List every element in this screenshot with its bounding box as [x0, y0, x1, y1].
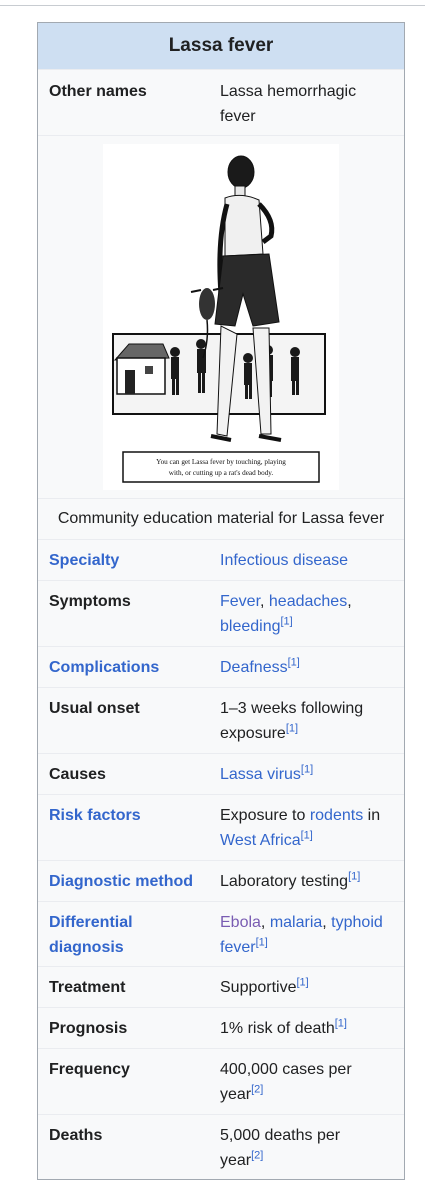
- ref-link[interactable]: [2]: [251, 1149, 264, 1162]
- infobox: [37, 22, 405, 1180]
- causes-label: Causes: [49, 766, 106, 783]
- separator: ,: [322, 914, 332, 931]
- deaths-value: 5,000 deaths per year: [220, 1127, 341, 1169]
- image-caption: Community education material for Lassa fever: [38, 499, 404, 540]
- treatment-value: Supportive: [220, 979, 297, 996]
- risk-factors-label[interactable]: Risk factors: [49, 807, 141, 824]
- diagnostic-value: Laboratory testing: [220, 873, 349, 890]
- ebola-link[interactable]: Ebola: [220, 914, 261, 931]
- row-prognosis: [38, 1008, 404, 1049]
- illustration-caption-line-2: with, or cutting up a rat's dead body.: [168, 469, 274, 477]
- differential-label-line-2: diagnosis: [49, 939, 124, 956]
- illustration-svg: [103, 144, 339, 490]
- row-specialty: [38, 540, 404, 581]
- differential-label[interactable]: [38, 910, 220, 966]
- lassa-virus-link[interactable]: Lassa virus: [220, 766, 301, 783]
- prognosis-label: Prognosis: [49, 1020, 128, 1037]
- malaria-link[interactable]: malaria: [269, 914, 323, 931]
- separator: ,: [260, 914, 270, 931]
- specialty-label[interactable]: Specialty: [49, 552, 120, 569]
- ref-link[interactable]: [1]: [287, 656, 300, 669]
- deafness-link[interactable]: Deafness: [220, 659, 288, 676]
- fever-link[interactable]: Fever: [220, 593, 261, 610]
- row-treatment: [38, 967, 404, 1008]
- infobox-title: Lassa fever: [38, 23, 404, 70]
- row-causes: [38, 754, 404, 795]
- ref-link[interactable]: [1]: [348, 870, 361, 883]
- treatment-label: Treatment: [49, 979, 126, 996]
- typhoid-fever-link[interactable]: typhoid fever: [220, 914, 383, 956]
- row-deaths: [38, 1115, 404, 1179]
- frequency-value: 400,000 cases per year: [220, 1061, 352, 1103]
- row-frequency: [38, 1049, 404, 1115]
- lassa-illustration[interactable]: [103, 144, 339, 490]
- ref-link[interactable]: [1]: [334, 1017, 347, 1030]
- deaths-label: Deaths: [49, 1127, 103, 1144]
- ref-link[interactable]: [1]: [300, 763, 314, 776]
- row-onset: [38, 688, 404, 754]
- separator: ,: [260, 593, 269, 610]
- frequency-label: Frequency: [49, 1061, 130, 1078]
- top-divider: [0, 5, 425, 12]
- ref-link[interactable]: [1]: [285, 722, 299, 735]
- bleeding-link[interactable]: bleeding: [220, 618, 281, 635]
- illustration-caption-line-1: You can get Lassa fever by touching, playing: [156, 458, 286, 466]
- risk-text: Exposure to: [220, 807, 310, 824]
- rodents-link[interactable]: rodents: [309, 807, 364, 824]
- row-diagnostic: [38, 861, 404, 902]
- separator: ,: [347, 593, 352, 610]
- image-row: [38, 136, 404, 499]
- risk-text: in: [363, 807, 381, 824]
- ref-link[interactable]: [1]: [255, 936, 268, 949]
- row-risk-factors: [38, 795, 404, 861]
- prognosis-value: 1% risk of death: [220, 1020, 335, 1037]
- symptoms-label: Symptoms: [49, 593, 131, 610]
- other-names-value: Lassa hemorrhagic fever: [220, 83, 357, 125]
- diagnostic-label[interactable]: Diagnostic method: [49, 873, 194, 890]
- other-names-label: Other names: [49, 83, 147, 100]
- ref-link[interactable]: [2]: [251, 1083, 264, 1096]
- row-symptoms: [38, 581, 404, 647]
- row-other-names: [38, 70, 404, 136]
- differential-label-line-1: Differential: [49, 914, 133, 931]
- onset-value: 1–3 weeks following exposure: [220, 700, 364, 742]
- headaches-link[interactable]: headaches: [268, 593, 348, 610]
- ref-link[interactable]: [1]: [300, 829, 313, 842]
- onset-label: Usual onset: [49, 700, 140, 717]
- row-differential: [38, 902, 404, 967]
- row-complications: [38, 647, 404, 688]
- specialty-link[interactable]: Infectious disease: [220, 552, 349, 569]
- ref-link[interactable]: [1]: [280, 615, 293, 628]
- west-africa-link[interactable]: West Africa: [220, 832, 301, 849]
- complications-label[interactable]: Complications: [49, 659, 160, 676]
- ref-link[interactable]: [1]: [296, 976, 309, 989]
